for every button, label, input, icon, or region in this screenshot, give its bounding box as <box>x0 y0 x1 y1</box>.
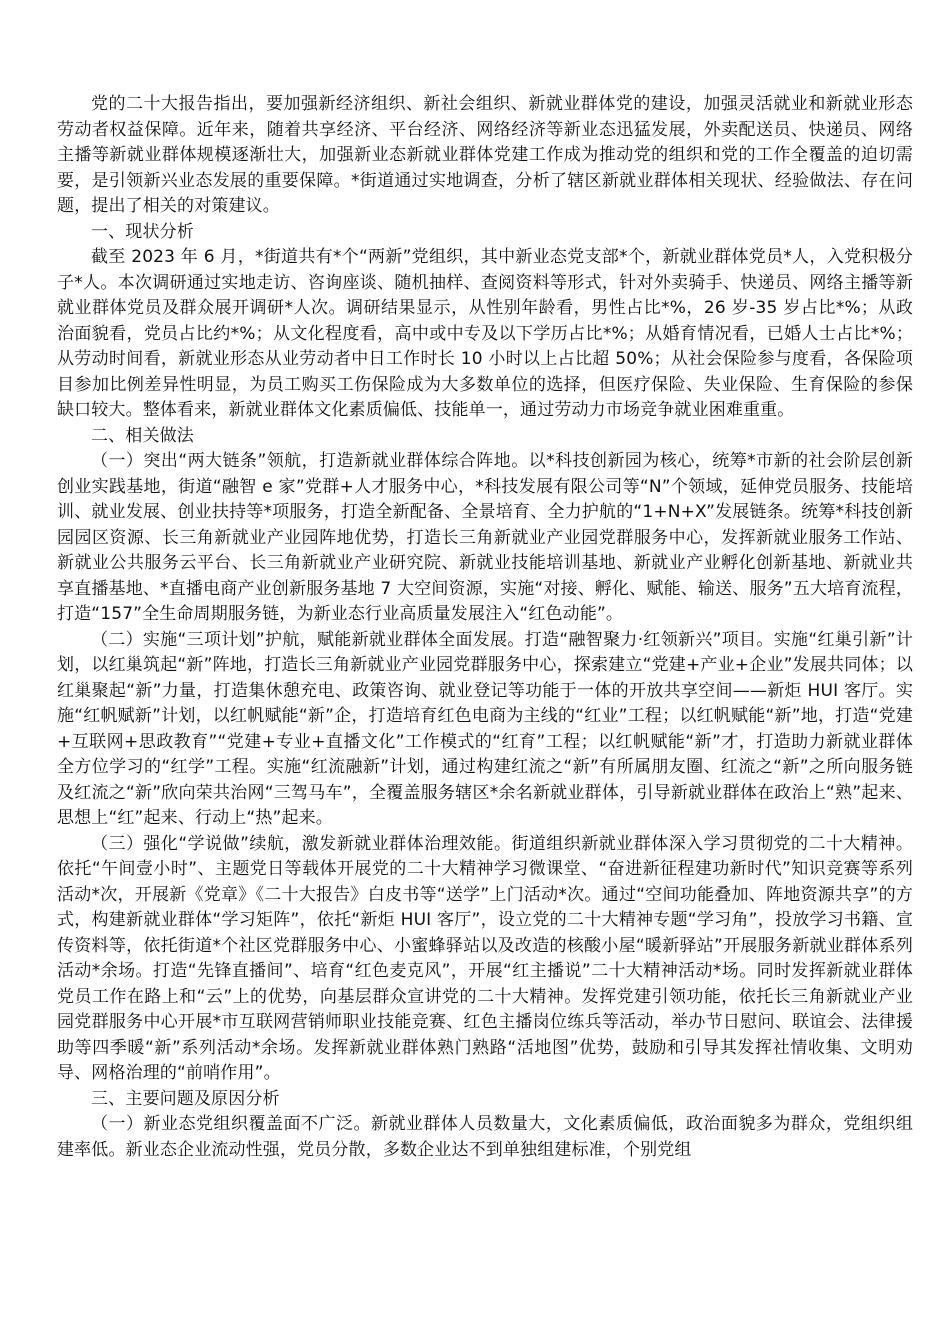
intro-paragraph: 党的二十大报告指出，要加强新经济组织、新社会组织、新就业群体党的建设，加强灵活就业和新就业形态劳动者权益保障。近年来，随着共享经济、平台经济、网络经济等新业态迅猛发展，外卖配送员、快递员、网络主播等新就业群体规模逐渐壮大，加强新业态新就业群体党建工作成为推动党的组织和党的工作全覆盖的迫切需要，是引领新兴业态发展的重要保障。*街道通过实地调查，分析了辖区新就业群体相关现状、经验做法、存在问题，提出了相关的对策建议。 <box>57 94 913 216</box>
document-body <box>57 92 913 1163</box>
section-heading-status: 一、现状分析 <box>91 221 194 242</box>
practice-paragraph-1: （一）突出“两大链条”领航，打造新就业群体综合阵地。以*科技创新园为核心，统筹*市新的社会阶层创新创业实践基地，街道“融智 e 家”党群+人才服务中心，*科技发展有限公司等“N”个领域，延伸党员服务、技能培训、就业发展、创业扶持等*项服务，打造全新配备、全景培育、全力护航的“1+N+X”发展链条。统筹*科技创新园园区资源、长三角新就业产业园阵地优势，打造长三角新就业产业园党群服务中心，发挥新就业服务工作站、新就业公共服务云平台、长三角新就业产业研究院、新就业技能培训基地、新就业产业孵化创新基地、新就业共享直播基地、*直播电商产业创新服务基地 7 大空间资源，实施“对接、孵化、赋能、输送、服务”五大培育流程，打造“157”全生命周期服务链，为新业态行业高质量发展注入“红色动能”。 <box>57 451 913 624</box>
status-paragraph: 截至 2023 年 6 月，*街道共有*个“两新”党组织，其中新业态党支部*个，新就业群体党员*人，入党积极分子*人。本次调研通过实地走访、咨询座谈、随机抽样、查阅资料等形式，针对外卖骑手、快递员、网络主播等新就业群体党员及群众展开调研*人次。调研结果显示，从性别年龄看，男性占比*%，26 岁-35 岁占比*%；从政治面貌看，党员占比约*%；从文化程度看，高中或中专及以下学历占比*%；从婚育情况看，已婚人士占比*%；从劳动时间看，新就业形态从业劳动者中日工作时长 10 小时以上占比超 50%；从社会保险参与度看，各保险项目参加比例差异性明显，为员工购买工伤保险成为大多数单位的选择，但医疗保险、失业保险、生育保险的参保缺口较大。整体看来，新就业群体文化素质偏低、技能单一，通过劳动力市场竞争就业困难重重。 <box>57 247 913 420</box>
problem-paragraph-1: （一）新业态党组织覆盖面不广泛。新就业群体人员数量大，文化素质偏低，政治面貌多为群众，党组织组建率低。新业态企业流动性强，党员分散，多数企业达不到单独组建标准，个别党组 <box>57 1114 913 1160</box>
section-heading-practices: 二、相关做法 <box>91 425 194 446</box>
practice-paragraph-2: （二）实施“三项计划”护航，赋能新就业群体全面发展。打造“融智聚力·红领新兴”项目。实施“红巢引新”计划，以红巢筑起“新”阵地，打造长三角新就业产业园党群服务中心，探索建立“党建+产业+企业”发展共同体；以红巢聚起“新”力量，打造集休憩充电、政策咨询、就业登记等功能于一体的开放共享空间——新炬 HUI 客厅。实施“红帆赋新”计划，以红帆赋能“新”企，打造培育红色电商为主线的“红业”工程；以红帆赋能“新”地，打造“党建+互联网+思政教育”“党建+专业+直播文化”工作模式的“红育”工程；以红帆赋能“新”才，打造助力新就业群体全方位学习的“红学”工程。实施“红流融新”计划，通过构建红流之“新”有所属朋友圈、红流之“新”之所向服务链及红流之“新”欣向荣共治网“三驾马车”，全覆盖服务辖区*余名新就业群体，引导新就业群体在政治上“熟”起来、思想上“红”起来、行动上“热”起来。 <box>57 629 913 828</box>
practice-paragraph-3: （三）强化“学说做”续航，激发新就业群体治理效能。街道组织新就业群体深入学习贯彻党的二十大精神。依托“午间壹小时”、主题党日等载体开展党的二十大精神学习微课堂、“奋进新征程建功新时代”知识竞赛等系列活动*次，开展新《党章》《二十大报告》白皮书等“送学”上门活动*次。通过“空间功能叠加、阵地资源共享”的方式，构建新就业群体“学习矩阵”，依托“新炬 HUI 客厅”，设立党的二十大精神专题“学习角”，投放学习书籍、宣传资料等，依托街道*个社区党群服务中心、小蜜蜂驿站以及改造的核酸小屋“暖新驿站”开展服务新就业群体系列活动*余场。打造“先锋直播间”、培育“红色麦克风”，开展“红主播说”二十大精神活动*场。同时发挥新就业群体党员工作在路上和“云”上的优势，向基层群众宣讲党的二十大精神。发挥党建引领功能，依托长三角新就业产业园党群服务中心开展*市互联网营销师职业技能竞赛、红色主播岗位练兵等活动，举办节日慰问、联谊会、法律援助等四季暖“新”系列活动*余场。发挥新就业群体熟门熟路“活地图”优势，鼓励和引导其发挥社情收集、文明劝导、网格治理的“前哨作用”。 <box>57 833 913 1083</box>
section-heading-problems: 三、主要问题及原因分析 <box>91 1088 280 1109</box>
